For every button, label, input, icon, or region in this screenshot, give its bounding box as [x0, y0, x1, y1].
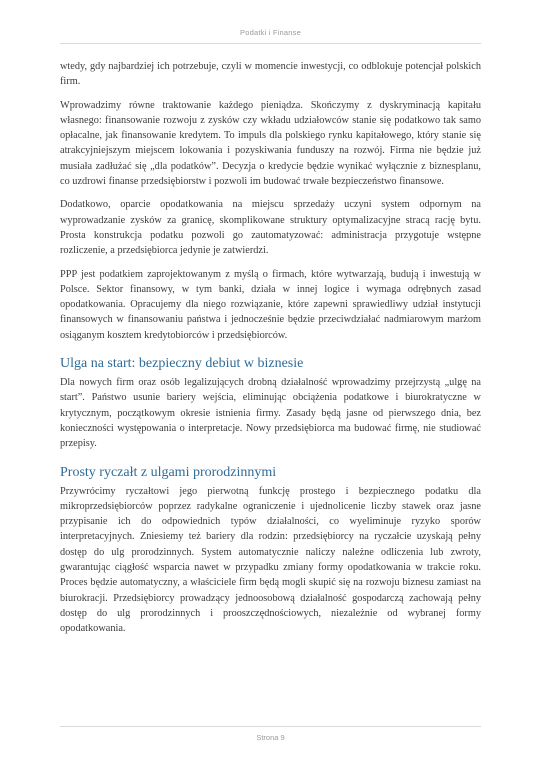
- page-number: Strona 9: [256, 733, 285, 742]
- body-paragraph: Przywrócimy ryczałtowi jego pierwotną funkcję prostego i bezpiecznego podatku dla mikroprzedsiębiorców poprzez radykalne ograniczenie i ujednolicenie liczby stawek oraz jasne przypisanie ich do odpowiednich typów działalności, co wyeliminuje ryzyko sporów interpretacyjnych. Zniesiemy też bariery dla rodzin: przedsiębiorcy na ryczałcie uzyskają pełny dostęp do ulg prorodzinnych. System automatycznie naliczy należne odliczenia lub zwroty, gwarantując ciągłość wsparcia nawet w przypadku zmiany formy opodatkowania w trakcie roku. Proces będzie automatyczny, a właściciele firm będą mogli skupić się na rozwoju biznesu zamiast na biurokracji. Przedsiębiorcy prowadzący jednoosobową działalność gospodarczą zachowają pełny dostęp do ulg prorodzinnych i prooszczędnościowych, niezależnie od wybranej formy opodatkowania.: [60, 485, 481, 635]
- section-heading-lump-sum-tax: Prosty ryczałt z ulgami prorodzinnymi: [60, 464, 277, 480]
- footer-divider: [60, 726, 481, 727]
- page-content: [60, 59, 481, 645]
- page-header-title: Podatki i Finanse: [240, 28, 301, 37]
- header-divider: [60, 43, 481, 44]
- body-paragraph: Dodatkowo, oparcie opodatkowania na miejscu sprzedaży uczyni system odpornym na wyprowadzanie zysków za granicę, skomplikowane struktury optymalizacyjne stracą rację bytu. Prosta konstrukcja podatku pozwoli go zautomatyzować: administracja przygotuje wstępne rozliczenie, a przedsiębiorca jedynie je zatwierdzi.: [60, 199, 481, 257]
- body-paragraph: Dla nowych firm oraz osób legalizujących drobną działalność wprowadzimy przejrzystą „ulgę na start”. Państwo usunie bariery wejścia, eliminując obciążenia podatkowe i biurokratyczne w krytycznym, początkowym okresie istnienia firmy. Zasady będą jasne od pierwszego dnia, bez konieczności występowania o interpretacje. Nowy przedsiębiorca ma budować firmę, nie studiować przepisy.: [60, 377, 481, 450]
- body-paragraph: Wprowadzimy równe traktowanie każdego pieniądza. Skończymy z dyskryminacją kapitału własnego: finansowanie rozwoju z zysków czy wkładu udziałowców stanie się podatkowo tak samo opłacalne, jak finansowanie kredytem. To impuls dla polskiego rynku kapitałowego, który stanie się atrakcyjniejszym miejscem lokowania i pozyskiwania funduszy na rozwój. Firma nie będzie już musiała zadłużać się „dla podatków”. Decyzja o kredycie będzie wynikać wyłącznie z biznesplanu, co uzdrowi finanse przedsiębiorstw i pozwoli im budować trwałe bezpieczeństwo finansowe.: [60, 99, 481, 188]
- section-heading-start-relief: Ulga na start: bezpieczny debiut w biznesie: [60, 356, 304, 372]
- body-paragraph: PPP jest podatkiem zaprojektowanym z myślą o firmach, które wytwarzają, budują i inwestują w Polsce. Sektor finansowy, w tym banki, działa w innej logice i wymaga odrębnych zasad opodatkowania. Opracujemy dla niego rozwiązanie, które zapewni sprawiedliwy udział instytucji finansowych w finansowaniu państwa i jednocześnie będzie przeciwdziałać nadmiarowym marżom osiąganym kosztem kredytobiorców i przedsiębiorców.: [60, 268, 481, 341]
- body-paragraph: wtedy, gdy najbardziej ich potrzebuje, czyli w momencie inwestycji, co odblokuje potencjał polskich firm.: [60, 61, 481, 88]
